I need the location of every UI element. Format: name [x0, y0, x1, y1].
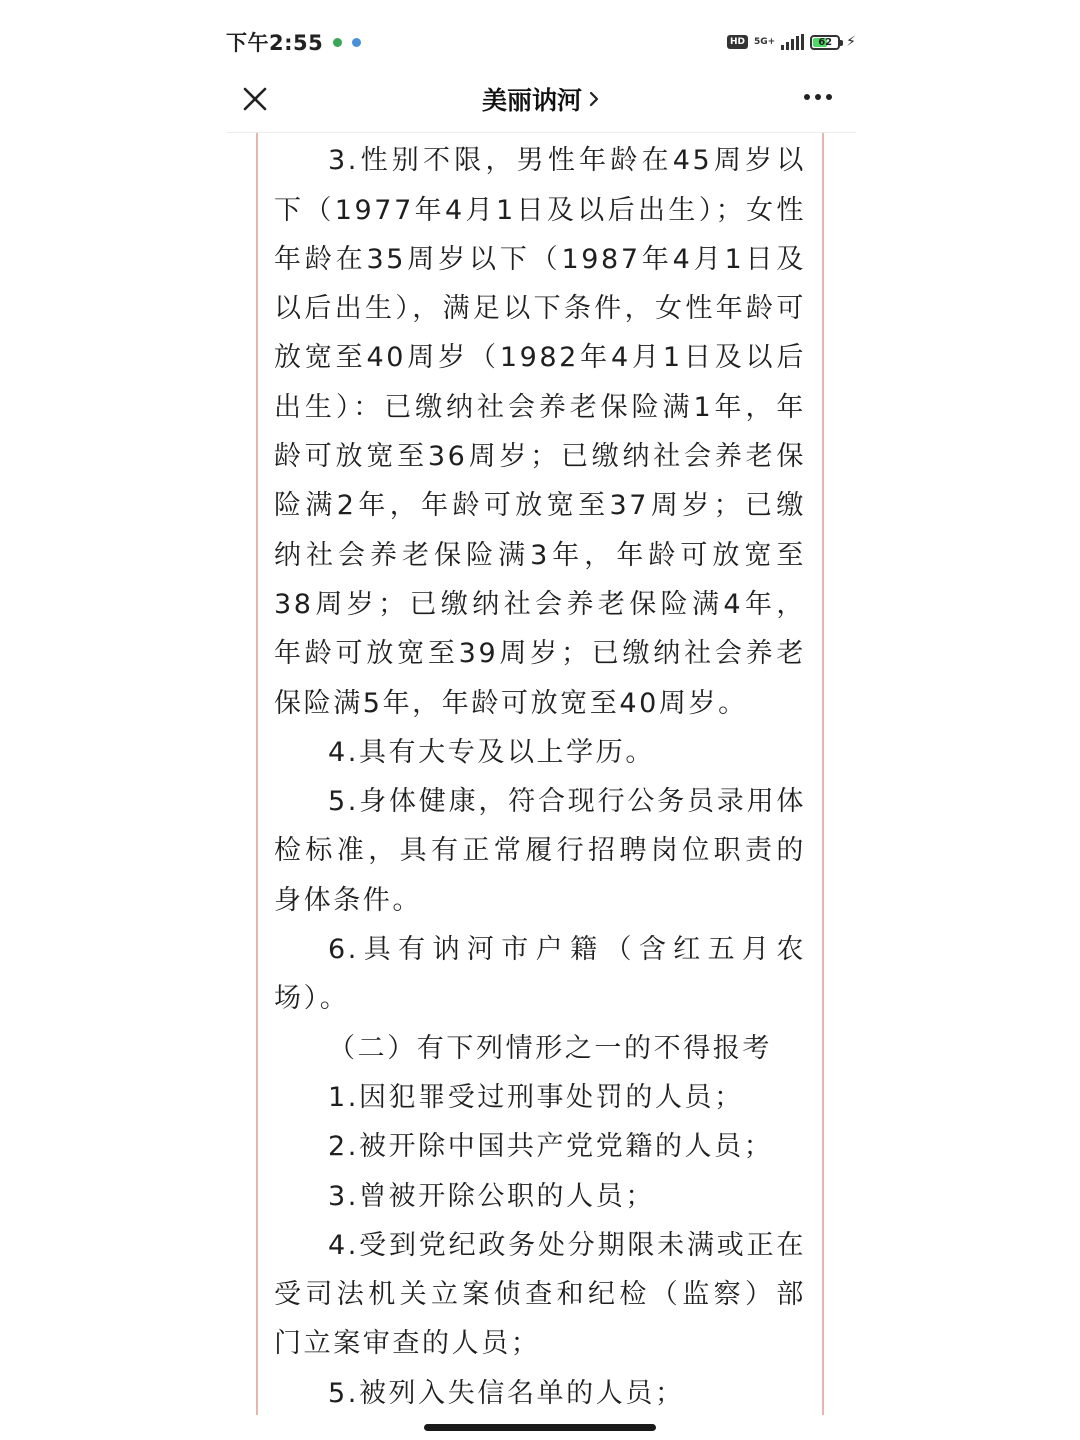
hd-icon: HD — [727, 35, 748, 49]
charging-icon: ⚡ — [846, 34, 856, 50]
home-indicator[interactable] — [424, 1424, 656, 1431]
battery-icon — [810, 35, 840, 50]
article-paragraph: 5.被列入失信名单的人员； — [328, 1377, 685, 1409]
article-paragraph: 6.具有讷河市户籍（含红五月农场）。 — [274, 934, 806, 1015]
chevron-right-icon — [588, 90, 600, 108]
notification-icon — [352, 38, 361, 47]
article-paragraph: 4.受到党纪政务处分期限未满或正在受司法机关立案侦查和纪检（监察）部门立案审查的人员； — [274, 1229, 806, 1360]
article-body — [274, 133, 806, 1415]
status-bar — [226, 22, 856, 62]
account-title-link[interactable] — [482, 81, 600, 117]
article-paragraph: 4.具有大专及以上学历。 — [328, 736, 655, 768]
status-left — [226, 27, 361, 57]
article-paragraph: 3.曾被开除公职的人员； — [328, 1180, 655, 1212]
article-paragraph: 3.性别不限，男性年龄在45周岁以下（1977年4月1日及以后出生）；女性年龄在35周岁以下（1987年4月1日及以后出生），满足以下条件，女性年龄可放宽至40周岁（1982年4月1日及以后出生）：已缴纳社会养老保险满1年，年龄可放宽至36周岁；已缴纳社会养老保险满2年，年龄可放宽至37周岁；已缴纳社会养老保险满3年，年龄可放宽至38周岁；已缴纳社会养老保险满4年，年龄可放宽至39周岁；已缴纳社会养老保险满5年，年龄可放宽至40周岁。 — [274, 145, 806, 719]
article-paragraph: 1.因犯罪受过刑事处罚的人员； — [328, 1081, 744, 1113]
network-type: 5G+ — [753, 36, 776, 47]
top-nav-bar — [226, 66, 856, 133]
notification-icon — [333, 38, 342, 47]
status-time: 下午2:55 — [226, 31, 324, 55]
article-content — [256, 133, 824, 1415]
article-paragraph: 5.身体健康，符合现行公务员录用体检标准，具有正常履行招聘岗位职责的身体条件。 — [274, 786, 806, 916]
signal-icon — [781, 34, 804, 50]
section-heading: （二）有下列情形之一的不得报考 — [328, 1032, 772, 1064]
article-paragraph: 2.被开除中国共产党党籍的人员； — [328, 1131, 774, 1163]
more-icon[interactable] — [804, 94, 832, 100]
battery-level: 62 — [818, 36, 833, 48]
close-icon[interactable] — [240, 84, 270, 114]
status-right — [727, 34, 856, 50]
page-title: 美丽讷河 — [481, 86, 582, 115]
